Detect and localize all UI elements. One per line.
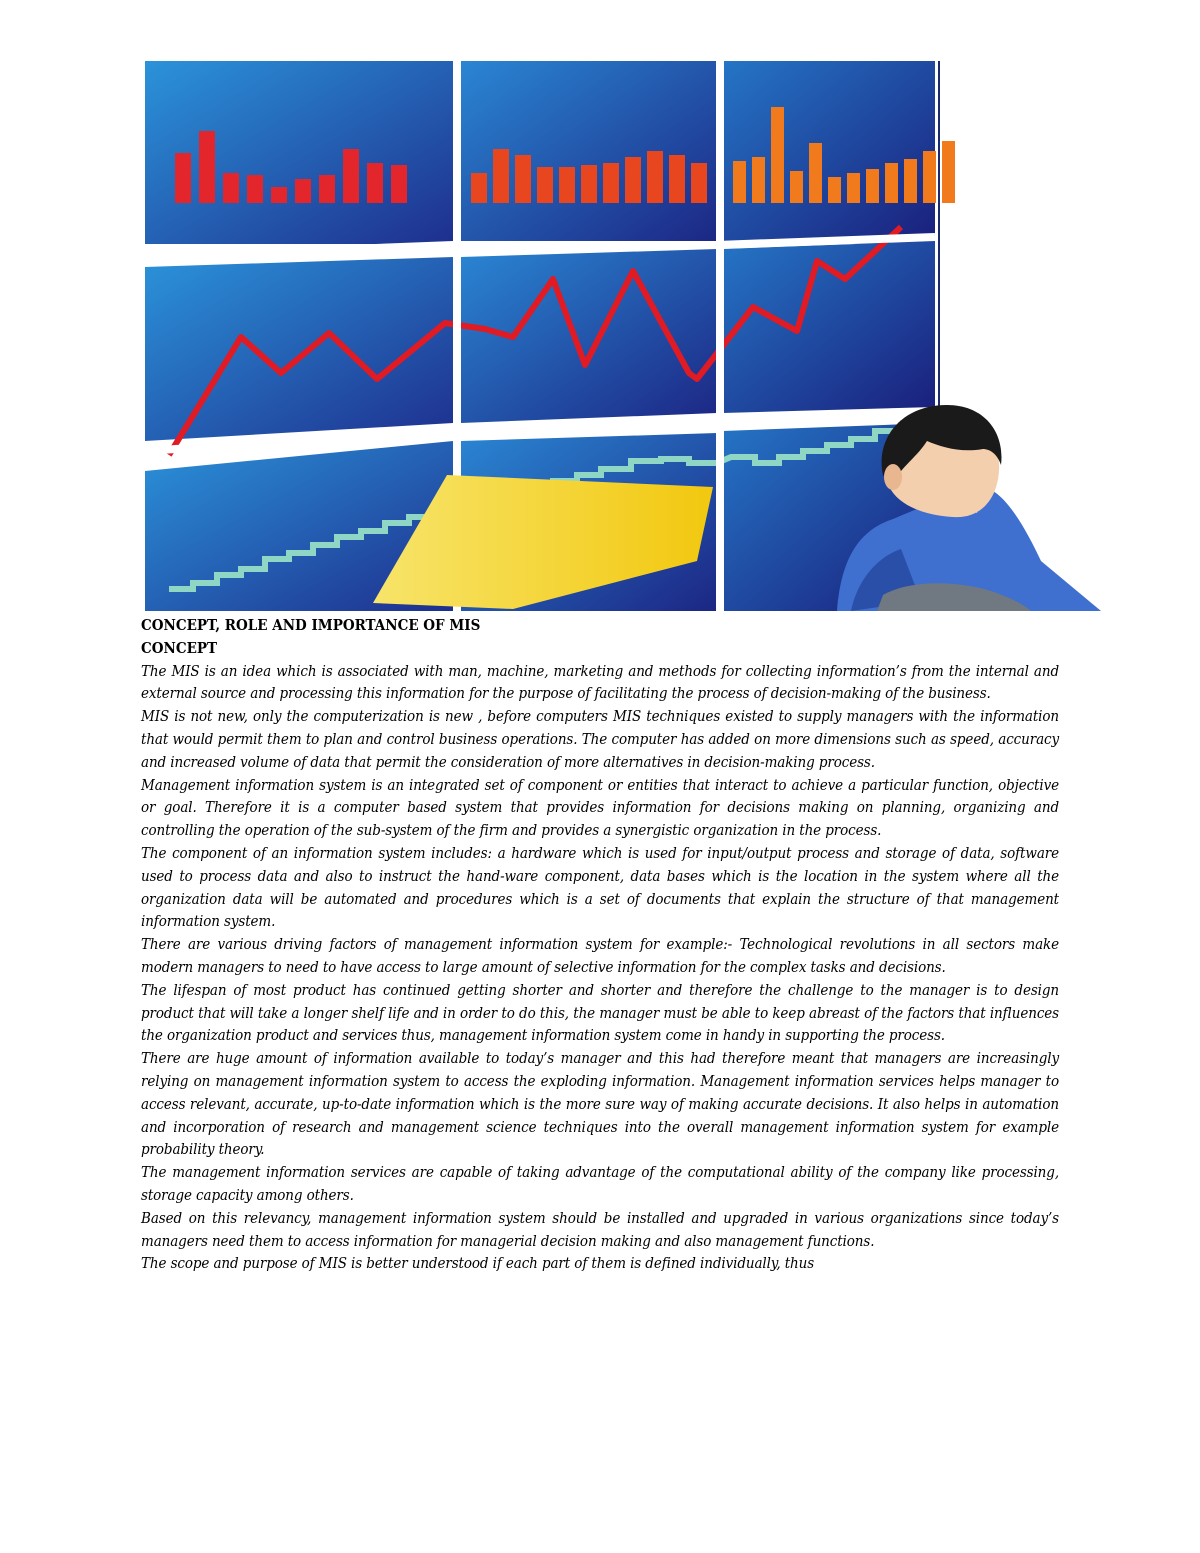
decorative-bar: [223, 173, 239, 203]
decorative-bar: [581, 165, 597, 203]
paragraph: The management information services are capable of taking advantage of the computational ability of the company like processing, storage capacity among others.: [141, 1163, 1059, 1204]
document-body: [141, 614, 1059, 1275]
section-heading: CONCEPT: [141, 638, 218, 657]
decorative-bar: [647, 151, 663, 203]
decorative-bar: [559, 167, 575, 203]
paragraph: MIS is not new, only the computerization is new , before computers MIS techniques existed to supply managers with the information that would permit them to plan and control business operations. The computer has added on more dimensions such as speed, accuracy and increased volume of data that permit the consideration of more alternatives in decision-making process.: [141, 707, 1059, 771]
decorative-bar: [691, 163, 707, 203]
document-title: CONCEPT, ROLE AND IMPORTANCE OF MIS: [141, 616, 481, 634]
decorative-bar: [752, 157, 765, 203]
decorative-bar: [319, 175, 335, 203]
decorative-bar: [923, 151, 936, 203]
decorative-bar: [733, 161, 746, 203]
decorative-bar: [669, 155, 685, 203]
decorative-bar: [847, 173, 860, 203]
paragraph: Management information system is an integrated set of component or entities that interact to achieve a particular function, objective or goal. Therefore it is a computer based system that provides information for decisions making on planning, organizing and controlling the operation of the sub-system of the firm and provides a synergistic organization in the process.: [141, 775, 1059, 840]
decorative-bar: [809, 143, 822, 203]
decorative-bar: [866, 169, 879, 203]
decorative-bar: [828, 177, 841, 203]
decorative-bar: [790, 171, 803, 203]
decorative-bar: [885, 163, 898, 203]
decorative-bar: [295, 179, 311, 203]
decorative-bar: [367, 163, 383, 203]
screen-panel: [145, 61, 453, 244]
decorative-bar: [391, 165, 407, 203]
paragraph: The lifespan of most product has continued getting shorter and shorter and therefore the challenge to the manager is to design product that will take a longer shelf life and in order to do this, the manager must be able to keep abreast of the factors that influences the organization product and services thus, management information system come in handy in supporting the process.: [141, 980, 1059, 1045]
decorative-bar: [515, 155, 531, 203]
paragraph: The MIS is an idea which is associated with man, machine, marketing and methods for collecting information’s from the internal and external source and processing this information for the purpose of facilitating the process of decision-making of the business.: [141, 661, 1059, 703]
decorative-bar: [942, 141, 955, 203]
paragraph: Based on this relevancy, management information system should be installed and upgraded in various organizations since today’s managers need them to access information for managerial decision making and also management functions.: [141, 1208, 1059, 1250]
decorative-bar: [493, 149, 509, 203]
decorative-bar: [247, 175, 263, 203]
decorative-bar: [904, 159, 917, 203]
paragraph: There are various driving factors of management information system for example:- Technological revolutions in all sectors make modern managers to need to have access to large amount of selective information for the complex tasks and decisions.: [141, 935, 1059, 976]
decorative-bar: [625, 157, 641, 203]
decorative-bar: [343, 149, 359, 203]
decorative-bar: [771, 107, 784, 203]
decorative-bar: [471, 173, 487, 203]
screen-panel: [723, 61, 935, 244]
decorative-bar: [199, 131, 215, 203]
dashboard-illustration: [141, 61, 1101, 611]
decorative-bar: [271, 187, 287, 203]
decorative-bar: [175, 153, 191, 203]
paragraph: The component of an information system includes: a hardware which is used for input/output process and storage of data, software used to process data and also to instruct the hand-ware component, data bases which is the location in the system where all the organization data will be automated and procedures which is a set of documents that explain the structure of that management information system.: [141, 843, 1059, 931]
decorative-bar: [537, 167, 553, 203]
paragraph: There are huge amount of information available to today’s manager and this had therefore meant that managers are increasingly relying on management information system to access the exploding information. Management information services helps manager to access relevant, accurate, up-to-date information which is the more sure way of making accurate decisions. It also helps in automation and incorporation of research and management science techniques into the overall management information system for example probability theory.: [141, 1049, 1059, 1159]
decorative-bar: [603, 163, 619, 203]
paragraph: The scope and purpose of MIS is better understood if each part of them is defined individually, thus: [141, 1254, 815, 1273]
